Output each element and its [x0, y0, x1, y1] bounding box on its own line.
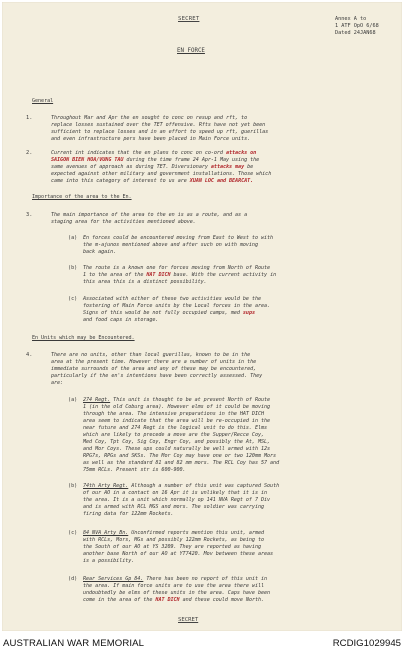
paragraph-line — [83, 597, 264, 604]
paragraph-line: The main importance of the area to the en is as a route, and as a — [51, 212, 248, 218]
text-run: during the time frame 24 Apr-1 May using the — [123, 157, 260, 163]
paragraph-line: 1 (in the old Coburg area). However elms of it could be moving — [83, 404, 271, 410]
text-run: There has been no report of this unit in — [143, 576, 268, 582]
section-heading-importance: Importance of the area to the En. — [32, 194, 132, 200]
paragraph-line: staging area for the activities mentioned above. — [51, 219, 196, 225]
text-run: and these could move North. — [179, 597, 265, 603]
annex-line: 1 ATF OpO 6/68 — [335, 22, 379, 29]
paragraph-line: sufficient to replace losses and in an effort to speed up rft, guerillas — [51, 129, 269, 135]
paragraph-number: 3. — [26, 212, 33, 218]
paragraph-line: back again. — [83, 249, 117, 255]
archive-reference: RCDIG1029945 — [332, 638, 401, 649]
annex-reference — [335, 16, 379, 36]
paragraph-line: expected against other military and government installations. Those which — [51, 171, 272, 177]
unit-name: 74th Arty Regt. — [83, 483, 129, 489]
section-heading-units: En Units which may be Encountered. — [32, 335, 135, 341]
sub-item-label: (b) — [68, 483, 78, 489]
paragraph-line: immediate surrounds of the area and any of these may be encountered, — [51, 366, 257, 372]
paragraph-number: 2. — [26, 150, 33, 156]
paragraph-line: of our AO in a contact on 16 Apr it is unlikely that it is in — [83, 490, 268, 496]
paragraph-line: and even infrastructure pers have been placed in Main Force units. — [51, 136, 251, 142]
sub-item-label: (a) — [68, 397, 78, 403]
paragraph-line: the area. It is a unit which normally op 141 NVA Regt of 7 Div — [83, 497, 271, 503]
highlight-text: attacks may — [210, 164, 245, 170]
annex-line: Dated 24JAN68 — [335, 29, 376, 36]
paragraph-line: 75mm RCLs. Present str is 600-900. — [83, 467, 186, 473]
section-heading-general: General — [32, 98, 54, 104]
paragraph-line: area at the present time. However there are a number of units in the — [51, 359, 257, 365]
highlight-text: SAIGON BIEN HOA/VUNG TAU — [51, 157, 124, 163]
paragraph-number: 4. — [26, 352, 33, 358]
paragraph-line: with RCLs, Mors, MGs and possibly 122mm Rockets, as being to — [83, 537, 265, 543]
paragraph-line: Med Coy, Tpt Coy, Sig Coy, Engr Coy, and possibly the At, MSL, — [83, 439, 271, 445]
archive-name: AUSTRALIAN WAR MEMORIAL — [3, 638, 145, 649]
paragraph-line: area seem to indicate that the area will be re-occupied in the — [83, 418, 271, 424]
unit-name: 84 NVA Arty Bn. — [83, 530, 129, 536]
annex-line: Annex A to — [335, 16, 367, 22]
paragraph-line: The route is a known one for forces moving from North of Route — [83, 265, 271, 271]
highlight-text: attacks on — [225, 150, 257, 156]
archive-caption-bar — [0, 636, 405, 653]
highlight-text: sups — [242, 310, 255, 316]
paragraph-number: 1. — [26, 115, 33, 121]
text-run: came into this category of interest to us are — [51, 178, 187, 184]
document-title: EN FORCE — [177, 48, 205, 54]
text-run: base. With the current activity in — [170, 272, 277, 278]
paragraph-line: and food caps in storage. — [83, 317, 159, 323]
paragraph-line: the area. If main force units are to use the area there will — [83, 583, 265, 589]
paragraph-line: which are likely to precede a move are the Supper/Recce Coy, — [83, 432, 265, 438]
text-run: Although a number of this unit was captured South — [128, 483, 280, 489]
classification-footer: SECRET — [178, 617, 199, 623]
paragraph-line: and is armed with RCL MGS and mors. The soldier was carrying — [83, 504, 265, 510]
text-run: 1 to the area of the — [83, 272, 144, 278]
paragraph-line: replace losses sustained over the TET offensive. Rfts have not yet been — [51, 122, 266, 128]
paragraph-line: There are no units, other than local guerillas, known to be in the — [51, 352, 251, 358]
sub-item-label: (c) — [68, 296, 78, 302]
paragraph-line: firing data for 122mm Rockets. — [83, 511, 174, 517]
sub-item-label: (b) — [68, 265, 78, 271]
highlight-text: XUAN LOC and BEARCAT. — [189, 178, 254, 184]
paragraph-line: particularly if the en's intentions have been correctly assessed. They — [51, 373, 263, 379]
classification-header: SECRET — [178, 16, 200, 22]
paragraph-line: near future and 274 Regt is the logical unit to do this. Elms — [83, 425, 268, 431]
paragraph-line: Associated with either of these two activities would be the — [83, 296, 261, 302]
paragraph-line: are: — [51, 380, 64, 386]
paragraph-line: En forces could be encountered moving from East to West to with — [83, 235, 274, 241]
unit-name: Rear Services Gp 84. — [83, 576, 144, 582]
paragraph-line: this area this is a distinct possibility. — [83, 279, 207, 285]
paragraph-line: Throughout Mar and Apr the en sought to conc on resup and rft, to — [51, 115, 248, 121]
highlight-text: HAT DICH — [146, 272, 171, 278]
text-run: This unit is thought to be at present North of Route — [110, 397, 271, 403]
text-run: come in the area of the — [83, 597, 153, 603]
paragraph-line: through the area. The intensive preparations in the HAT DICH — [83, 411, 265, 417]
paragraph-line — [51, 178, 253, 185]
text-run: Signs of this would be not fully occupied camps, med — [83, 310, 240, 316]
paragraph-line: as well as the standard 81 and 82 mm mors. The RCL Coy has 57 and — [83, 460, 280, 466]
paragraph-line: undoubtedly be elms of these units in the area. Caps have been — [83, 590, 271, 596]
text-run: Unconfirmed reports mention this unit, armed — [128, 530, 265, 536]
text-run: Current int indicates that the en plans to conc on co-ord — [51, 150, 223, 156]
sub-item-label: (d) — [68, 576, 78, 582]
paragraph-line: fostering of Main Force units by the Local forces in the area. — [83, 303, 271, 309]
paragraph-line: is a possibility. — [83, 558, 135, 564]
paragraph-line: the m-ajunos mentioned above and after such on with moving — [83, 242, 258, 248]
sub-item-label: (a) — [68, 235, 78, 241]
document-page — [2, 2, 402, 631]
highlight-text: HAT DICH — [155, 597, 180, 603]
paragraph-line: RPG7s, RPGs and SKSs. The Mor Coy may have one or two 120mm Mors — [83, 453, 277, 459]
paragraph-line: and Mor Coys. These ups could naturally be well armed with 12s — [83, 446, 271, 452]
text-run: be — [244, 164, 254, 170]
paragraph-line: another base North of our AO at YT7420. Mov between these areas — [83, 551, 274, 557]
text-run: same avenues of approach as during TET. Diversionary — [51, 164, 208, 170]
paragraph-line: the South of our AO at YS 3209. They are reported as having — [83, 544, 261, 550]
unit-name: 274 Regt. — [83, 397, 111, 403]
sub-item-label: (c) — [68, 530, 78, 536]
